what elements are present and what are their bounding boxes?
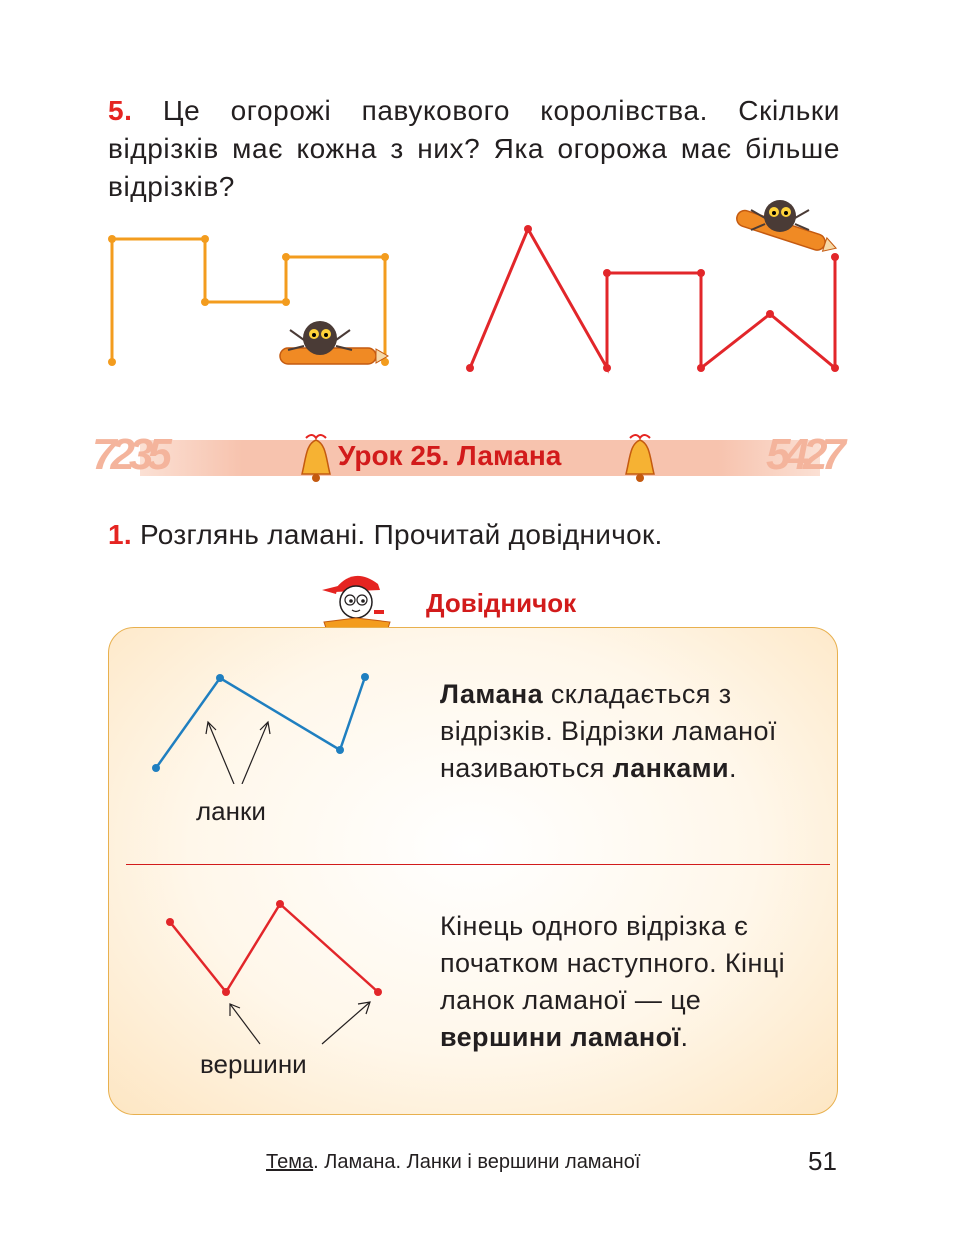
task-5-paragraph	[108, 92, 840, 206]
spider-on-pencil-icon	[280, 321, 388, 364]
reference-title: Довідничок	[426, 588, 577, 618]
task-number: 5.	[108, 95, 133, 126]
task-text: Це огорожі павукового королівства. Скільки відрізків має кожна з них? Яка огорожа має більше відрізків?	[108, 95, 840, 202]
divider	[126, 864, 830, 865]
mascot-reading-icon	[318, 570, 398, 632]
definition-text: складається з відрізків. Відрізки ламаної називаються	[440, 679, 777, 783]
red-fence	[466, 225, 839, 372]
footer-topic	[266, 1151, 640, 1174]
period: .	[729, 753, 737, 783]
spider-on-pencil-icon	[735, 200, 839, 256]
topic-text: . Ламана. Ланки і вершини ламаної	[313, 1151, 641, 1173]
reference-text-1	[440, 676, 800, 787]
task-1-paragraph	[108, 516, 663, 554]
spider-fences-illustration	[90, 200, 850, 390]
topic-label: Тема	[266, 1151, 314, 1173]
arrow-icon	[230, 1002, 370, 1044]
term-polyline: Ламана	[440, 679, 543, 709]
task-text: Розглянь ламані. Прочитай довідничок.	[140, 519, 663, 550]
decor-digits-right: 5427	[766, 430, 840, 479]
task-number: 1.	[108, 519, 132, 550]
page-number: 51	[808, 1146, 837, 1176]
term-vertices: вершини ламаної	[440, 1022, 681, 1052]
arrow-icon	[206, 722, 270, 784]
reference-text-2	[440, 908, 810, 1056]
decor-digits-left: 7235	[92, 430, 166, 479]
polyline-vertices-diagram	[150, 892, 400, 1052]
polyline-links-diagram	[140, 664, 390, 784]
lesson-title: Урок 25. Ламана	[338, 440, 562, 471]
definition-text: Кінець одного відрізка є початком наступного. Кінці ланок ламаної — це	[440, 911, 786, 1015]
vertices-label: вершини	[200, 1049, 307, 1079]
orange-fence	[108, 235, 389, 366]
links-label: ланки	[196, 796, 266, 826]
term-links: ланками	[612, 753, 730, 783]
period: .	[680, 1022, 689, 1052]
